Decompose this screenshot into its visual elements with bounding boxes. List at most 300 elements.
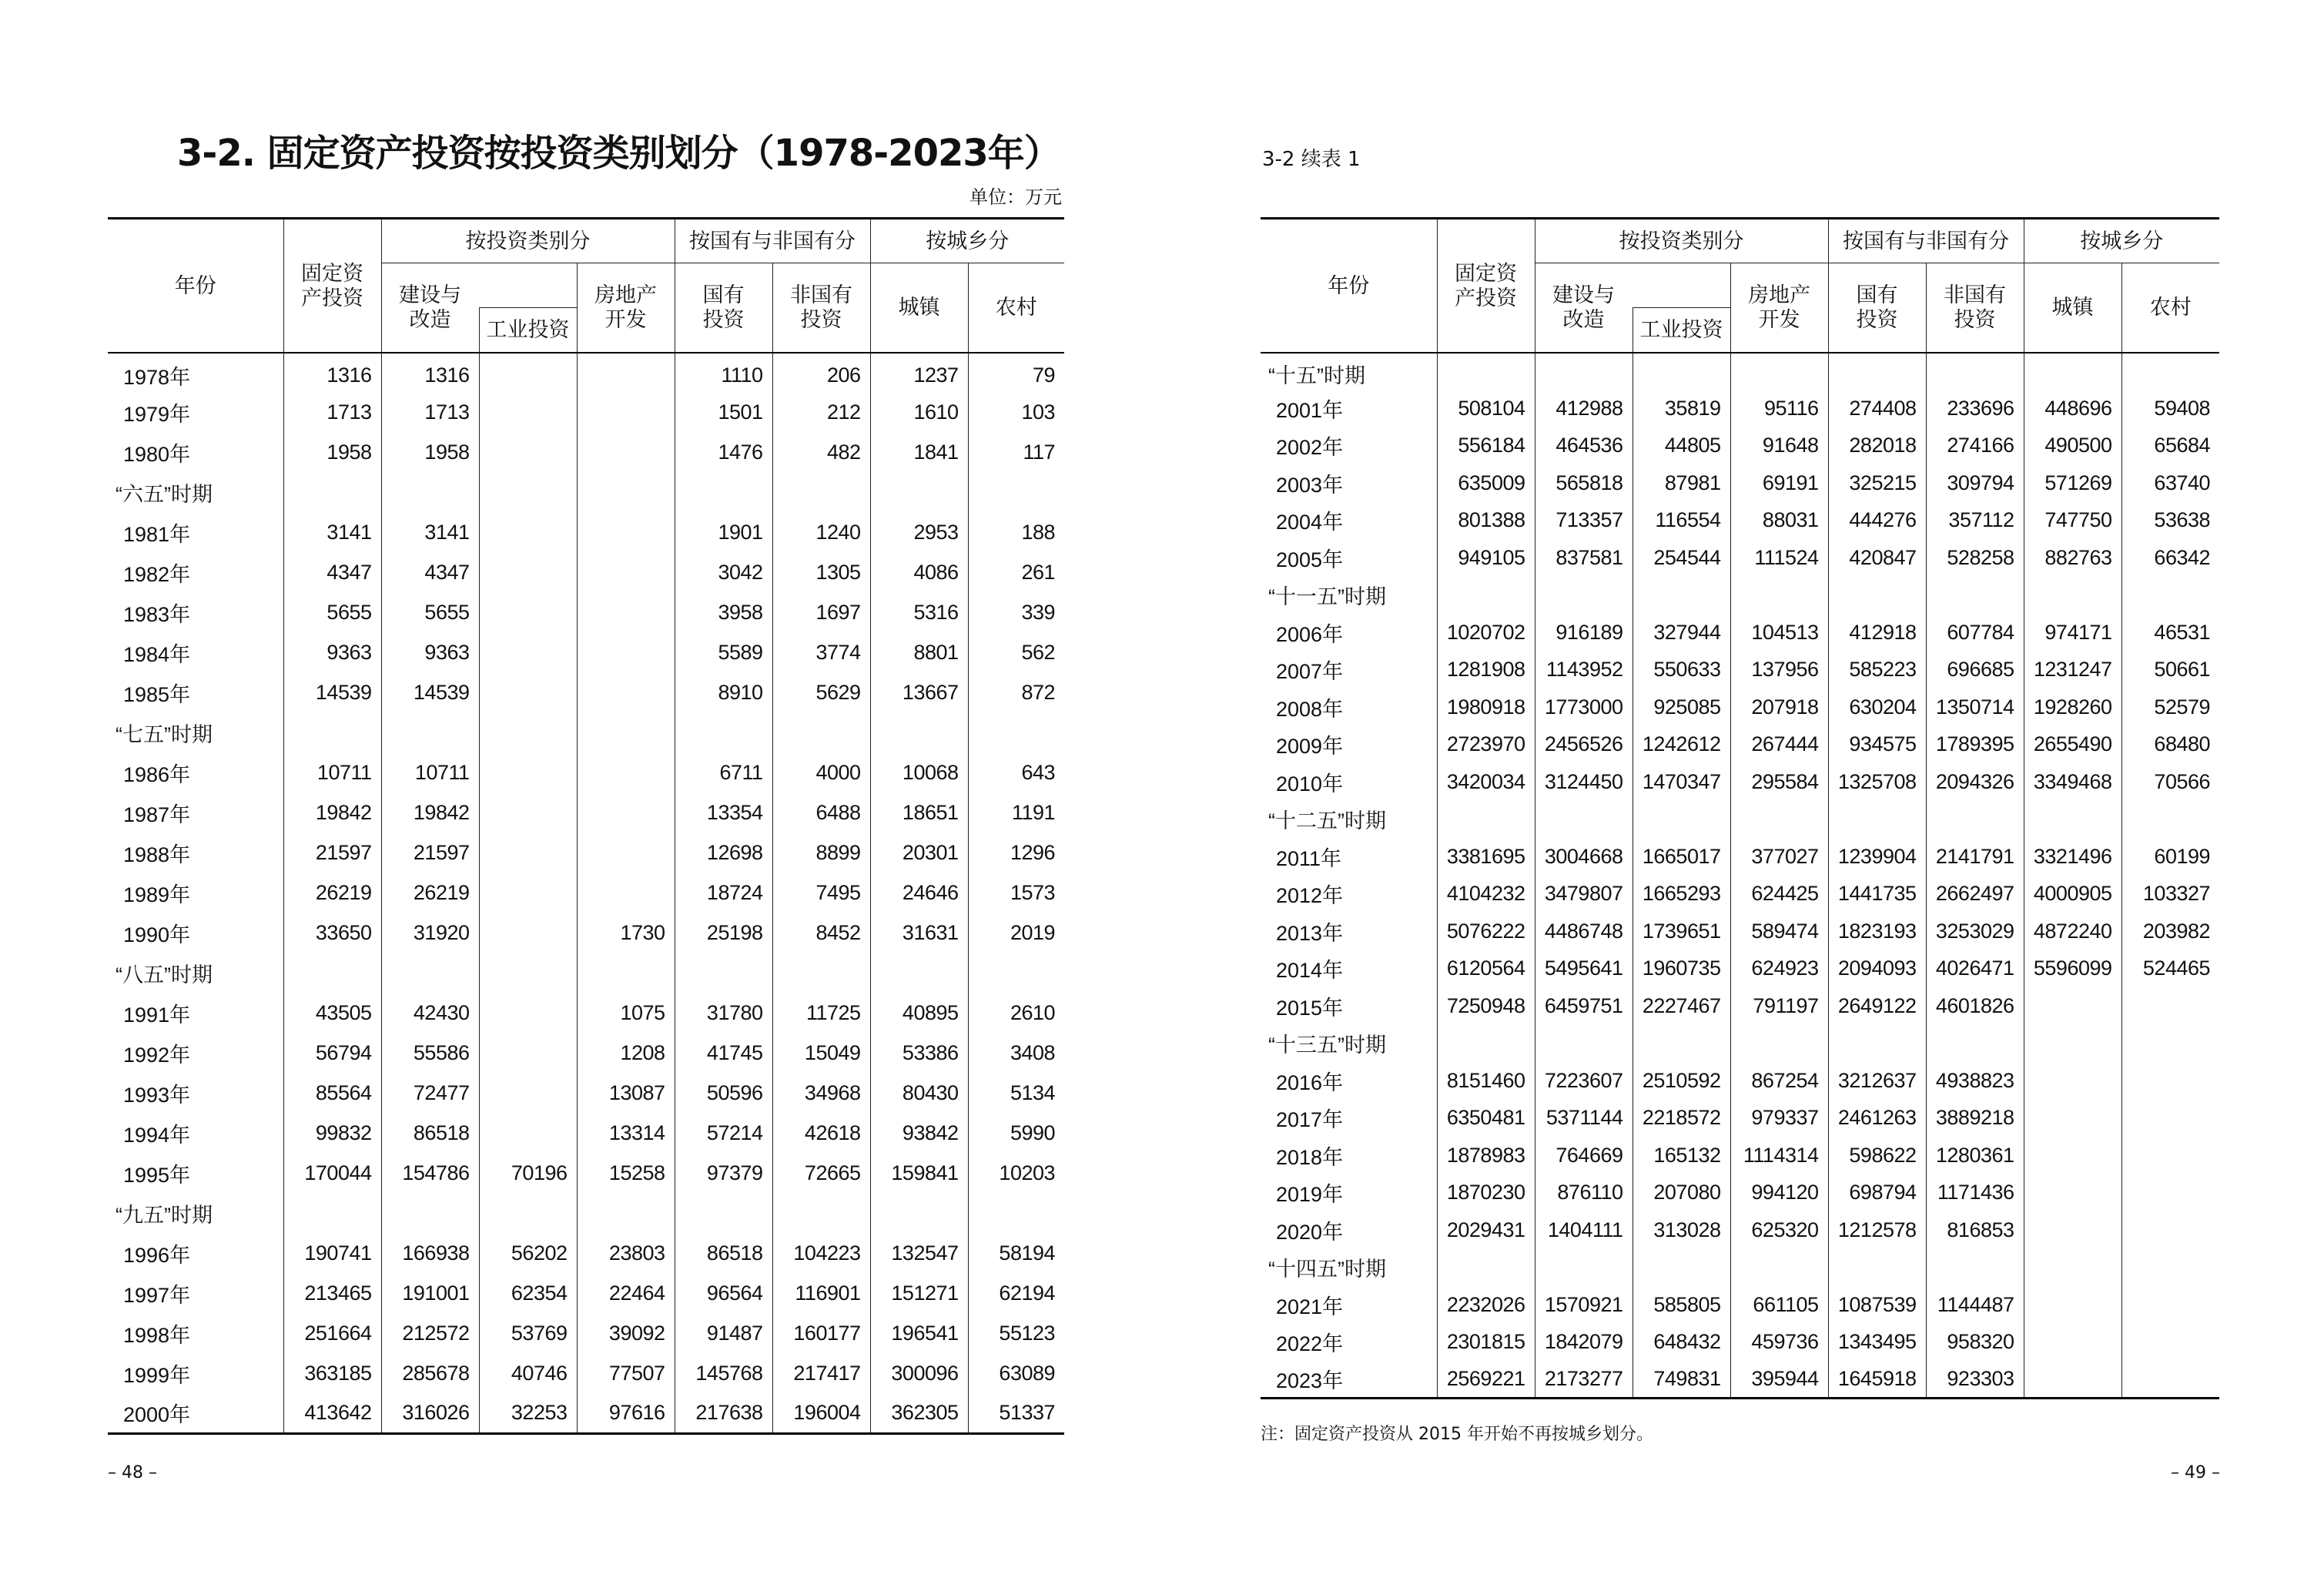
value-cell: 571269	[2024, 464, 2121, 502]
year-cell: 2022年	[1276, 1332, 1344, 1356]
value-cell: 837581	[1535, 539, 1632, 577]
value-cell: 2218572	[1632, 1100, 1730, 1137]
period-label: “十五”时期	[1268, 363, 1365, 387]
table-row	[1261, 726, 2219, 764]
value-cell: 254544	[1632, 539, 1730, 577]
value-cell: 20301	[870, 833, 968, 873]
value-cell: 159841	[870, 1154, 968, 1194]
empty-cell	[1437, 353, 1535, 390]
empty-cell	[968, 713, 1064, 753]
value-cell: 624425	[1730, 876, 1828, 913]
value-cell: 295584	[1730, 763, 1828, 801]
empty-cell	[968, 953, 1064, 993]
value-cell: 56794	[283, 1034, 381, 1074]
value-cell: 151271	[870, 1274, 968, 1314]
value-cell	[2121, 1137, 2219, 1174]
table-row	[108, 513, 1064, 553]
value-cell: 95116	[1730, 390, 1828, 427]
value-cell: 3253029	[1926, 913, 2024, 950]
year-cell: 2000年	[123, 1403, 191, 1427]
value-cell: 50596	[675, 1074, 772, 1114]
value-cell: 1730	[577, 913, 675, 953]
value-cell	[577, 353, 675, 393]
year-cell: 2005年	[1276, 548, 1344, 571]
value-cell	[479, 433, 577, 473]
value-cell: 872	[968, 673, 1064, 713]
value-cell: 40895	[870, 993, 968, 1034]
value-cell	[479, 393, 577, 433]
value-cell: 1020702	[1437, 614, 1535, 652]
empty-cell	[1437, 1025, 1535, 1063]
table-row	[108, 1314, 1064, 1354]
table-row	[1261, 1174, 2219, 1212]
table-row	[1261, 876, 2219, 913]
value-cell: 13314	[577, 1114, 675, 1154]
value-cell: 362305	[870, 1394, 968, 1434]
value-cell: 14539	[283, 673, 381, 713]
value-cell: 524465	[2121, 950, 2219, 988]
page-number: – 48 –	[108, 1463, 157, 1482]
value-cell: 77507	[577, 1354, 675, 1394]
value-cell: 325215	[1828, 464, 1926, 502]
right-page	[1162, 0, 2324, 1588]
value-cell: 696685	[1926, 652, 2024, 689]
table-row	[1261, 652, 2219, 689]
value-cell: 2094093	[1828, 950, 1926, 988]
value-cell: 33650	[283, 913, 381, 953]
value-cell: 3042	[675, 553, 772, 593]
value-cell: 217417	[772, 1354, 870, 1394]
value-cell: 190741	[283, 1234, 381, 1274]
value-cell: 1316	[283, 353, 381, 393]
value-cell: 412988	[1535, 390, 1632, 427]
empty-cell	[283, 1194, 381, 1234]
year-cell: 2008年	[1276, 697, 1344, 721]
value-cell: 2232026	[1437, 1286, 1535, 1324]
value-cell: 882763	[2024, 539, 2121, 577]
value-cell: 994120	[1730, 1174, 1828, 1212]
value-cell: 713357	[1535, 502, 1632, 540]
value-cell: 97379	[675, 1154, 772, 1194]
table-row	[1261, 1062, 2219, 1100]
empty-cell	[2121, 353, 2219, 390]
period-label: “十一五”时期	[1268, 585, 1386, 609]
header-urban: 城镇	[2024, 263, 2121, 353]
value-cell: 1343495	[1828, 1324, 1926, 1362]
value-cell	[577, 433, 675, 473]
value-cell: 3479807	[1535, 876, 1632, 913]
value-cell: 72665	[772, 1154, 870, 1194]
value-cell: 24646	[870, 873, 968, 913]
value-cell: 4347	[381, 553, 479, 593]
value-cell: 2173277	[1535, 1361, 1632, 1399]
value-cell: 747750	[2024, 502, 2121, 540]
value-cell: 3004668	[1535, 838, 1632, 876]
empty-cell	[870, 953, 968, 993]
empty-cell	[675, 1194, 772, 1234]
header-rural: 农村	[2121, 263, 2219, 353]
value-cell: 1501	[675, 393, 772, 433]
value-cell: 624923	[1730, 950, 1828, 988]
value-cell: 31920	[381, 913, 479, 953]
value-cell: 1841	[870, 433, 968, 473]
value-cell: 25198	[675, 913, 772, 953]
value-cell: 1713	[283, 393, 381, 433]
value-cell: 6459751	[1535, 987, 1632, 1025]
value-cell: 1280361	[1926, 1137, 2024, 1174]
value-cell: 1325708	[1828, 763, 1926, 801]
value-cell: 698794	[1828, 1174, 1926, 1212]
year-cell: 2014年	[1276, 959, 1344, 983]
value-cell: 53638	[2121, 502, 2219, 540]
value-cell: 934575	[1828, 726, 1926, 764]
period-row	[1261, 577, 2219, 615]
value-cell: 3889218	[1926, 1100, 2024, 1137]
header-industrial: 工业投资	[479, 308, 577, 353]
value-cell: 59408	[2121, 390, 2219, 427]
value-cell	[2024, 1211, 2121, 1249]
empty-cell	[2121, 577, 2219, 615]
value-cell	[2024, 1286, 2121, 1324]
value-cell: 648432	[1632, 1324, 1730, 1362]
table-row	[1261, 614, 2219, 652]
value-cell: 26219	[283, 873, 381, 913]
year-cell: 1998年	[123, 1324, 191, 1347]
value-cell: 34968	[772, 1074, 870, 1114]
value-cell: 413642	[283, 1394, 381, 1434]
value-cell: 958320	[1926, 1324, 2024, 1362]
year-cell: 1993年	[123, 1084, 191, 1107]
table-row	[108, 1234, 1064, 1274]
value-cell: 1476	[675, 433, 772, 473]
table-row	[1261, 427, 2219, 465]
value-cell: 2227467	[1632, 987, 1730, 1025]
empty-cell	[1535, 353, 1632, 390]
header-rural: 农村	[968, 263, 1064, 353]
value-cell: 1665293	[1632, 876, 1730, 913]
value-cell: 2610	[968, 993, 1064, 1034]
value-cell: 1713	[381, 393, 479, 433]
value-cell: 630204	[1828, 688, 1926, 726]
value-cell: 212572	[381, 1314, 479, 1354]
value-cell: 80430	[870, 1074, 968, 1114]
empty-cell	[870, 1194, 968, 1234]
year-cell: 1995年	[123, 1164, 191, 1187]
year-cell: 2011年	[1276, 846, 1342, 870]
value-cell: 41745	[675, 1034, 772, 1074]
value-cell: 55586	[381, 1034, 479, 1074]
value-cell: 313028	[1632, 1211, 1730, 1249]
empty-cell	[675, 953, 772, 993]
header-group-ownership: 按国有与非国有分	[675, 219, 870, 263]
value-cell: 63089	[968, 1354, 1064, 1394]
value-cell: 4104232	[1437, 876, 1535, 913]
value-cell: 44805	[1632, 427, 1730, 465]
empty-cell	[1437, 1249, 1535, 1287]
value-cell	[577, 513, 675, 553]
table-row	[1261, 539, 2219, 577]
table-row	[1261, 763, 2219, 801]
value-cell: 69191	[1730, 464, 1828, 502]
year-cell: 1982年	[123, 563, 191, 586]
value-cell: 261	[968, 553, 1064, 593]
year-cell: 1996年	[123, 1244, 191, 1267]
value-cell: 39092	[577, 1314, 675, 1354]
value-cell: 10711	[283, 753, 381, 793]
value-cell: 357112	[1926, 502, 2024, 540]
value-cell: 116901	[772, 1274, 870, 1314]
table-row	[108, 353, 1064, 393]
value-cell: 233696	[1926, 390, 2024, 427]
header-group-urban: 按城乡分	[2024, 219, 2219, 263]
value-cell: 2953	[870, 513, 968, 553]
value-cell: 55123	[968, 1314, 1064, 1354]
value-cell	[577, 593, 675, 633]
value-cell: 4347	[283, 553, 381, 593]
table-row	[1261, 502, 2219, 540]
value-cell: 3349468	[2024, 763, 2121, 801]
empty-cell	[1730, 577, 1828, 615]
value-cell: 5076222	[1437, 913, 1535, 950]
value-cell: 3124450	[1535, 763, 1632, 801]
value-cell: 607784	[1926, 614, 2024, 652]
table-row	[108, 753, 1064, 793]
value-cell	[577, 673, 675, 713]
table-row	[1261, 987, 2219, 1025]
empty-cell	[772, 713, 870, 753]
value-cell: 2461263	[1828, 1100, 1926, 1137]
header-year: 年份	[1328, 273, 1370, 297]
table-note: 注：固定资产投资从 2015 年开始不再按城乡划分。	[1261, 1425, 1653, 1444]
value-cell: 1960735	[1632, 950, 1730, 988]
value-cell: 117	[968, 433, 1064, 473]
table-body	[1261, 353, 2219, 1399]
value-cell: 1958	[283, 433, 381, 473]
value-cell: 11725	[772, 993, 870, 1034]
value-cell: 1212578	[1828, 1211, 1926, 1249]
empty-cell	[577, 953, 675, 993]
value-cell	[2121, 1062, 2219, 1100]
year-cell: 1990年	[123, 923, 191, 946]
value-cell	[577, 833, 675, 873]
value-cell: 923303	[1926, 1361, 2024, 1399]
value-cell: 1296	[968, 833, 1064, 873]
value-cell: 7223607	[1535, 1062, 1632, 1100]
value-cell: 70566	[2121, 763, 2219, 801]
table-row	[108, 1394, 1064, 1434]
value-cell: 2655490	[2024, 726, 2121, 764]
value-cell: 562	[968, 633, 1064, 673]
empty-cell	[1535, 801, 1632, 839]
value-cell: 72477	[381, 1074, 479, 1114]
year-cell: 2017年	[1276, 1108, 1344, 1132]
value-cell: 91648	[1730, 427, 1828, 465]
table-row	[1261, 1324, 2219, 1362]
value-cell: 5655	[381, 593, 479, 633]
year-cell: 2016年	[1276, 1070, 1344, 1094]
value-cell: 3381695	[1437, 838, 1535, 876]
value-cell: 86518	[381, 1114, 479, 1154]
value-cell: 196541	[870, 1314, 968, 1354]
value-cell: 316026	[381, 1394, 479, 1434]
value-cell: 1316	[381, 353, 479, 393]
value-cell: 339	[968, 593, 1064, 633]
value-cell: 203982	[2121, 913, 2219, 950]
value-cell: 9363	[283, 633, 381, 673]
value-cell: 1665017	[1632, 838, 1730, 876]
value-cell: 9363	[381, 633, 479, 673]
value-cell: 10068	[870, 753, 968, 793]
table-row	[108, 1154, 1064, 1194]
value-cell: 1980918	[1437, 688, 1535, 726]
value-cell: 7495	[772, 873, 870, 913]
value-cell: 21597	[283, 833, 381, 873]
value-cell	[2121, 1100, 2219, 1137]
value-cell: 19842	[381, 793, 479, 833]
value-cell: 165132	[1632, 1137, 1730, 1174]
header-industrial: 工业投资	[1632, 308, 1730, 353]
value-cell: 528258	[1926, 539, 2024, 577]
table-row	[1261, 1286, 2219, 1324]
period-row	[108, 1194, 1064, 1234]
value-cell: 26219	[381, 873, 479, 913]
value-cell: 188	[968, 513, 1064, 553]
value-cell: 764669	[1535, 1137, 1632, 1174]
year-cell: 1999年	[123, 1364, 191, 1387]
table-row	[108, 793, 1064, 833]
value-cell: 3774	[772, 633, 870, 673]
value-cell: 8910	[675, 673, 772, 713]
empty-cell	[675, 473, 772, 513]
value-cell: 196004	[772, 1394, 870, 1434]
value-cell: 1870230	[1437, 1174, 1535, 1212]
value-cell: 1697	[772, 593, 870, 633]
value-cell: 10711	[381, 753, 479, 793]
value-cell: 19842	[283, 793, 381, 833]
value-cell: 15049	[772, 1034, 870, 1074]
value-cell: 635009	[1437, 464, 1535, 502]
empty-cell	[1730, 801, 1828, 839]
value-cell: 1573	[968, 873, 1064, 913]
value-cell: 876110	[1535, 1174, 1632, 1212]
value-cell: 13667	[870, 673, 968, 713]
value-cell: 285678	[381, 1354, 479, 1394]
empty-cell	[870, 713, 968, 753]
value-cell: 1231247	[2024, 652, 2121, 689]
value-cell: 62354	[479, 1274, 577, 1314]
value-cell: 4000	[772, 753, 870, 793]
empty-cell	[1730, 1249, 1828, 1287]
value-cell	[479, 833, 577, 873]
value-cell: 309794	[1926, 464, 2024, 502]
empty-cell	[2121, 1249, 2219, 1287]
empty-cell	[1437, 801, 1535, 839]
header-non-state: 非国有投资	[1926, 263, 2024, 353]
value-cell: 1823193	[1828, 913, 1926, 950]
value-cell: 1171436	[1926, 1174, 2024, 1212]
header-total: 固定资产投资	[1437, 219, 1535, 353]
empty-cell	[1632, 353, 1730, 390]
value-cell: 420847	[1828, 539, 1926, 577]
value-cell: 749831	[1632, 1361, 1730, 1399]
year-cell: 1985年	[123, 683, 191, 706]
value-cell: 589474	[1730, 913, 1828, 950]
value-cell	[577, 873, 675, 913]
table-row	[1261, 1211, 2219, 1249]
value-cell: 6350481	[1437, 1100, 1535, 1137]
value-cell: 8452	[772, 913, 870, 953]
unit-label: 单位：万元	[969, 186, 1062, 208]
period-row	[1261, 353, 2219, 390]
table-row	[108, 873, 1064, 913]
value-cell: 31780	[675, 993, 772, 1034]
value-cell	[479, 993, 577, 1034]
value-cell: 5990	[968, 1114, 1064, 1154]
empty-cell	[1926, 353, 2024, 390]
page-number: – 49 –	[2171, 1463, 2220, 1482]
header-industrial-spacer	[479, 263, 577, 308]
empty-cell	[1632, 577, 1730, 615]
empty-cell	[1632, 1025, 1730, 1063]
value-cell	[2024, 1062, 2121, 1100]
value-cell: 57214	[675, 1114, 772, 1154]
empty-cell	[283, 473, 381, 513]
year-cell: 1986年	[123, 763, 191, 786]
value-cell	[479, 513, 577, 553]
period-label: “九五”时期	[116, 1204, 213, 1227]
value-cell: 979337	[1730, 1100, 1828, 1137]
value-cell: 925085	[1632, 688, 1730, 726]
empty-cell	[1730, 353, 1828, 390]
value-cell: 66342	[2121, 539, 2219, 577]
value-cell: 1441735	[1828, 876, 1926, 913]
year-cell: 2003年	[1276, 473, 1344, 497]
table-row	[108, 993, 1064, 1034]
value-cell: 1958	[381, 433, 479, 473]
value-cell	[479, 1034, 577, 1074]
value-cell: 58194	[968, 1234, 1064, 1274]
value-cell: 99832	[283, 1114, 381, 1154]
value-cell: 482	[772, 433, 870, 473]
value-cell: 1350714	[1926, 688, 2024, 726]
empty-cell	[2024, 353, 2121, 390]
value-cell: 63740	[2121, 464, 2219, 502]
value-cell: 137956	[1730, 652, 1828, 689]
value-cell: 1842079	[1535, 1324, 1632, 1362]
value-cell: 1470347	[1632, 763, 1730, 801]
empty-cell	[772, 1194, 870, 1234]
value-cell: 490500	[2024, 427, 2121, 465]
value-cell: 6711	[675, 753, 772, 793]
value-cell: 6120564	[1437, 950, 1535, 988]
value-cell	[2121, 1286, 2219, 1324]
continuation-title: 3-2 续表 1	[1262, 148, 1361, 171]
value-cell: 625320	[1730, 1211, 1828, 1249]
table-row	[108, 633, 1064, 673]
value-cell	[2024, 1174, 2121, 1212]
header-real-estate: 房地产开发	[577, 263, 675, 353]
value-cell	[577, 793, 675, 833]
value-cell	[479, 753, 577, 793]
table-row	[1261, 950, 2219, 988]
value-cell: 949105	[1437, 539, 1535, 577]
value-cell: 1143952	[1535, 652, 1632, 689]
period-row	[1261, 801, 2219, 839]
empty-cell	[675, 713, 772, 753]
table-row	[1261, 1361, 2219, 1399]
value-cell: 4000905	[2024, 876, 2121, 913]
value-cell	[479, 673, 577, 713]
